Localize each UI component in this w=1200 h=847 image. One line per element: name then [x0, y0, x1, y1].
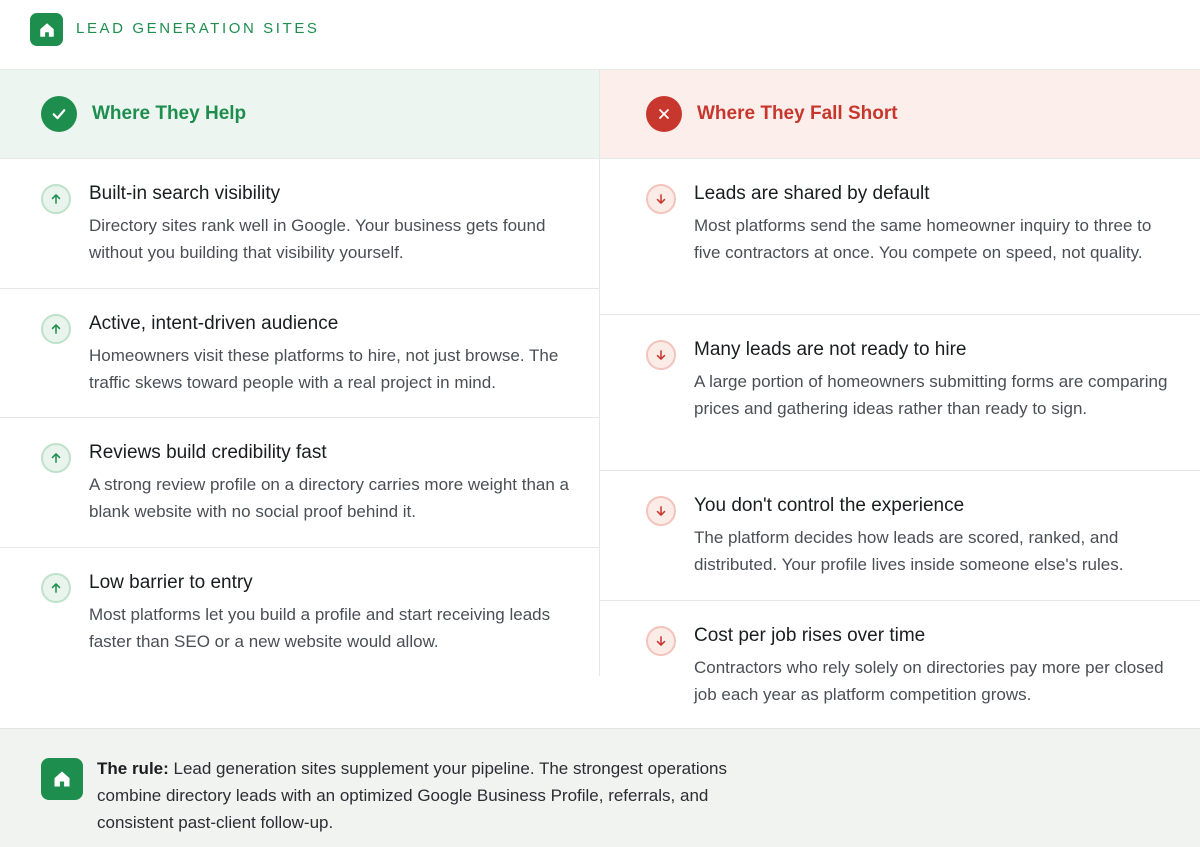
- rule-body: Lead generation sites supplement your pipeline. The strongest operations combine directory leads with an optimized Google Business Profile, referrals, and consistent past-client follow-up.: [97, 759, 728, 832]
- con-item: [600, 471, 1200, 601]
- rule-label: The rule:: [97, 759, 169, 778]
- pro-item-title: Low barrier to entry: [89, 572, 253, 593]
- arrow-up-icon: [41, 573, 71, 603]
- pro-item-body: Directory sites rank well in Google. Your business gets found without you building that visibility yourself.: [89, 216, 546, 262]
- con-item-body: Most platforms send the same homeowner inquiry to three to five contractors at once. You compete on speed, not quality.: [694, 216, 1152, 262]
- con-item-body: Contractors who rely solely on directories pay more per closed job each year as platform competition grows.: [694, 658, 1164, 704]
- arrow-up-icon: [41, 314, 71, 344]
- pro-item-body: A strong review profile on a directory carries more weight than a blank website with no social proof behind it.: [89, 475, 570, 521]
- header-bar: [0, 0, 1200, 70]
- con-item-body: A large portion of homeowners submitting forms are comparing prices and gathering ideas rather than ready to sign.: [694, 372, 1168, 418]
- pros-column: [0, 70, 600, 676]
- home-icon: [41, 758, 83, 800]
- checkmark-icon: [41, 96, 77, 132]
- pro-item-title: Reviews build credibility fast: [89, 442, 327, 463]
- arrow-down-icon: [646, 496, 676, 526]
- con-item-title: Many leads are not ready to hire: [694, 339, 967, 360]
- con-item: [600, 315, 1200, 471]
- page-title: LEAD GENERATION SITES: [76, 20, 320, 37]
- arrow-up-icon: [41, 443, 71, 473]
- pro-item: [0, 289, 599, 418]
- con-item: [600, 601, 1200, 729]
- con-item-title: Cost per job rises over time: [694, 625, 926, 646]
- pro-item-body: Homeowners visit these platforms to hire, not just browse. The traffic skews toward people with a real project in mind.: [89, 346, 559, 392]
- arrow-down-icon: [646, 340, 676, 370]
- arrow-down-icon: [646, 184, 676, 214]
- cons-column: [600, 70, 1200, 729]
- con-item-title: You don't control the experience: [694, 495, 965, 516]
- con-item-body: The platform decides how leads are scored, ranked, and distributed. Your profile lives inside someone else's rules.: [694, 528, 1124, 574]
- con-item-title: Leads are shared by default: [694, 183, 930, 204]
- pro-item-title: Active, intent-driven audience: [89, 313, 339, 334]
- arrow-up-icon: [41, 184, 71, 214]
- rule-callout: [0, 728, 1200, 847]
- cons-header: [600, 70, 1200, 159]
- pro-item: [0, 159, 599, 289]
- pro-item: [0, 418, 599, 548]
- pro-item: [0, 548, 599, 676]
- home-icon: [30, 13, 63, 46]
- pro-item-title: Built-in search visibility: [89, 183, 281, 204]
- arrow-down-icon: [646, 626, 676, 656]
- con-item: [600, 159, 1200, 315]
- pro-item-body: Most platforms let you build a profile and start receiving leads faster than SEO or a new website would allow.: [89, 605, 551, 651]
- cons-title: Where They Fall Short: [697, 103, 898, 124]
- close-x-icon: [646, 96, 682, 132]
- pros-header: [0, 70, 599, 159]
- rule-text: [97, 755, 787, 836]
- pros-title: Where They Help: [92, 103, 247, 124]
